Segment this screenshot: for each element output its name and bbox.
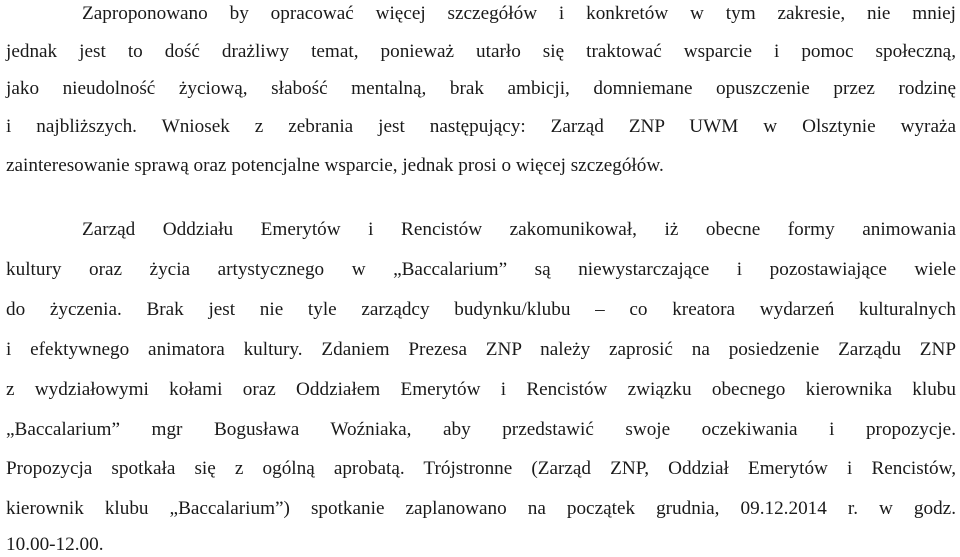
text-line: kultury oraz życia artystycznego w „Baccalarium” są niewystarczające i pozostawiające wiele bbox=[6, 259, 956, 280]
text-line: Propozycja spotkała się z ogólną aprobatą. Trójstronne (Zarząd ZNP, Oddział Emerytów i Rencistów, bbox=[6, 458, 956, 479]
text-line: do życzenia. Brak jest nie tyle zarządcy budynku/klubu – co kreatora wydarzeń kulturalnych bbox=[6, 299, 956, 320]
text-line: zainteresowanie sprawą oraz potencjalne wsparcie, jednak prosi o więcej szczegółów. bbox=[6, 155, 664, 176]
text-line: „Baccalarium” mgr Bogusława Woźniaka, aby przedstawić swoje oczekiwania i propozycje. bbox=[6, 419, 956, 440]
text-line: jako nieudolność życiową, słabość mentalną, brak ambicji, domniemane opuszczenie przez rodzinę bbox=[6, 78, 956, 99]
text-line: kierownik klubu „Baccalarium”) spotkanie zaplanowano na początek grudnia, 09.12.2014 r. w godz. bbox=[6, 498, 956, 519]
text-line: Zarząd Oddziału Emerytów i Rencistów zakomunikował, iż obecne formy animowania bbox=[82, 219, 956, 240]
text-line: jednak jest to dość drażliwy temat, ponieważ utarło się traktować wsparcie i pomoc społeczną, bbox=[6, 41, 956, 62]
text-line: i efektywnego animatora kultury. Zdaniem Prezesa ZNP należy zaprosić na posiedzenie Zarządu ZNP bbox=[6, 339, 956, 360]
text-line: z wydziałowymi kołami oraz Oddziałem Emerytów i Rencistów związku obecnego kierownika klubu bbox=[6, 379, 956, 400]
text-line: 10.00-12.00. bbox=[6, 534, 104, 555]
text-line: Zaproponowano by opracować więcej szczegółów i konkretów w tym zakresie, nie mniej bbox=[82, 3, 956, 24]
text-line: i najbliższych. Wniosek z zebrania jest następujący: Zarząd ZNP UWM w Olsztynie wyraża bbox=[6, 116, 956, 137]
